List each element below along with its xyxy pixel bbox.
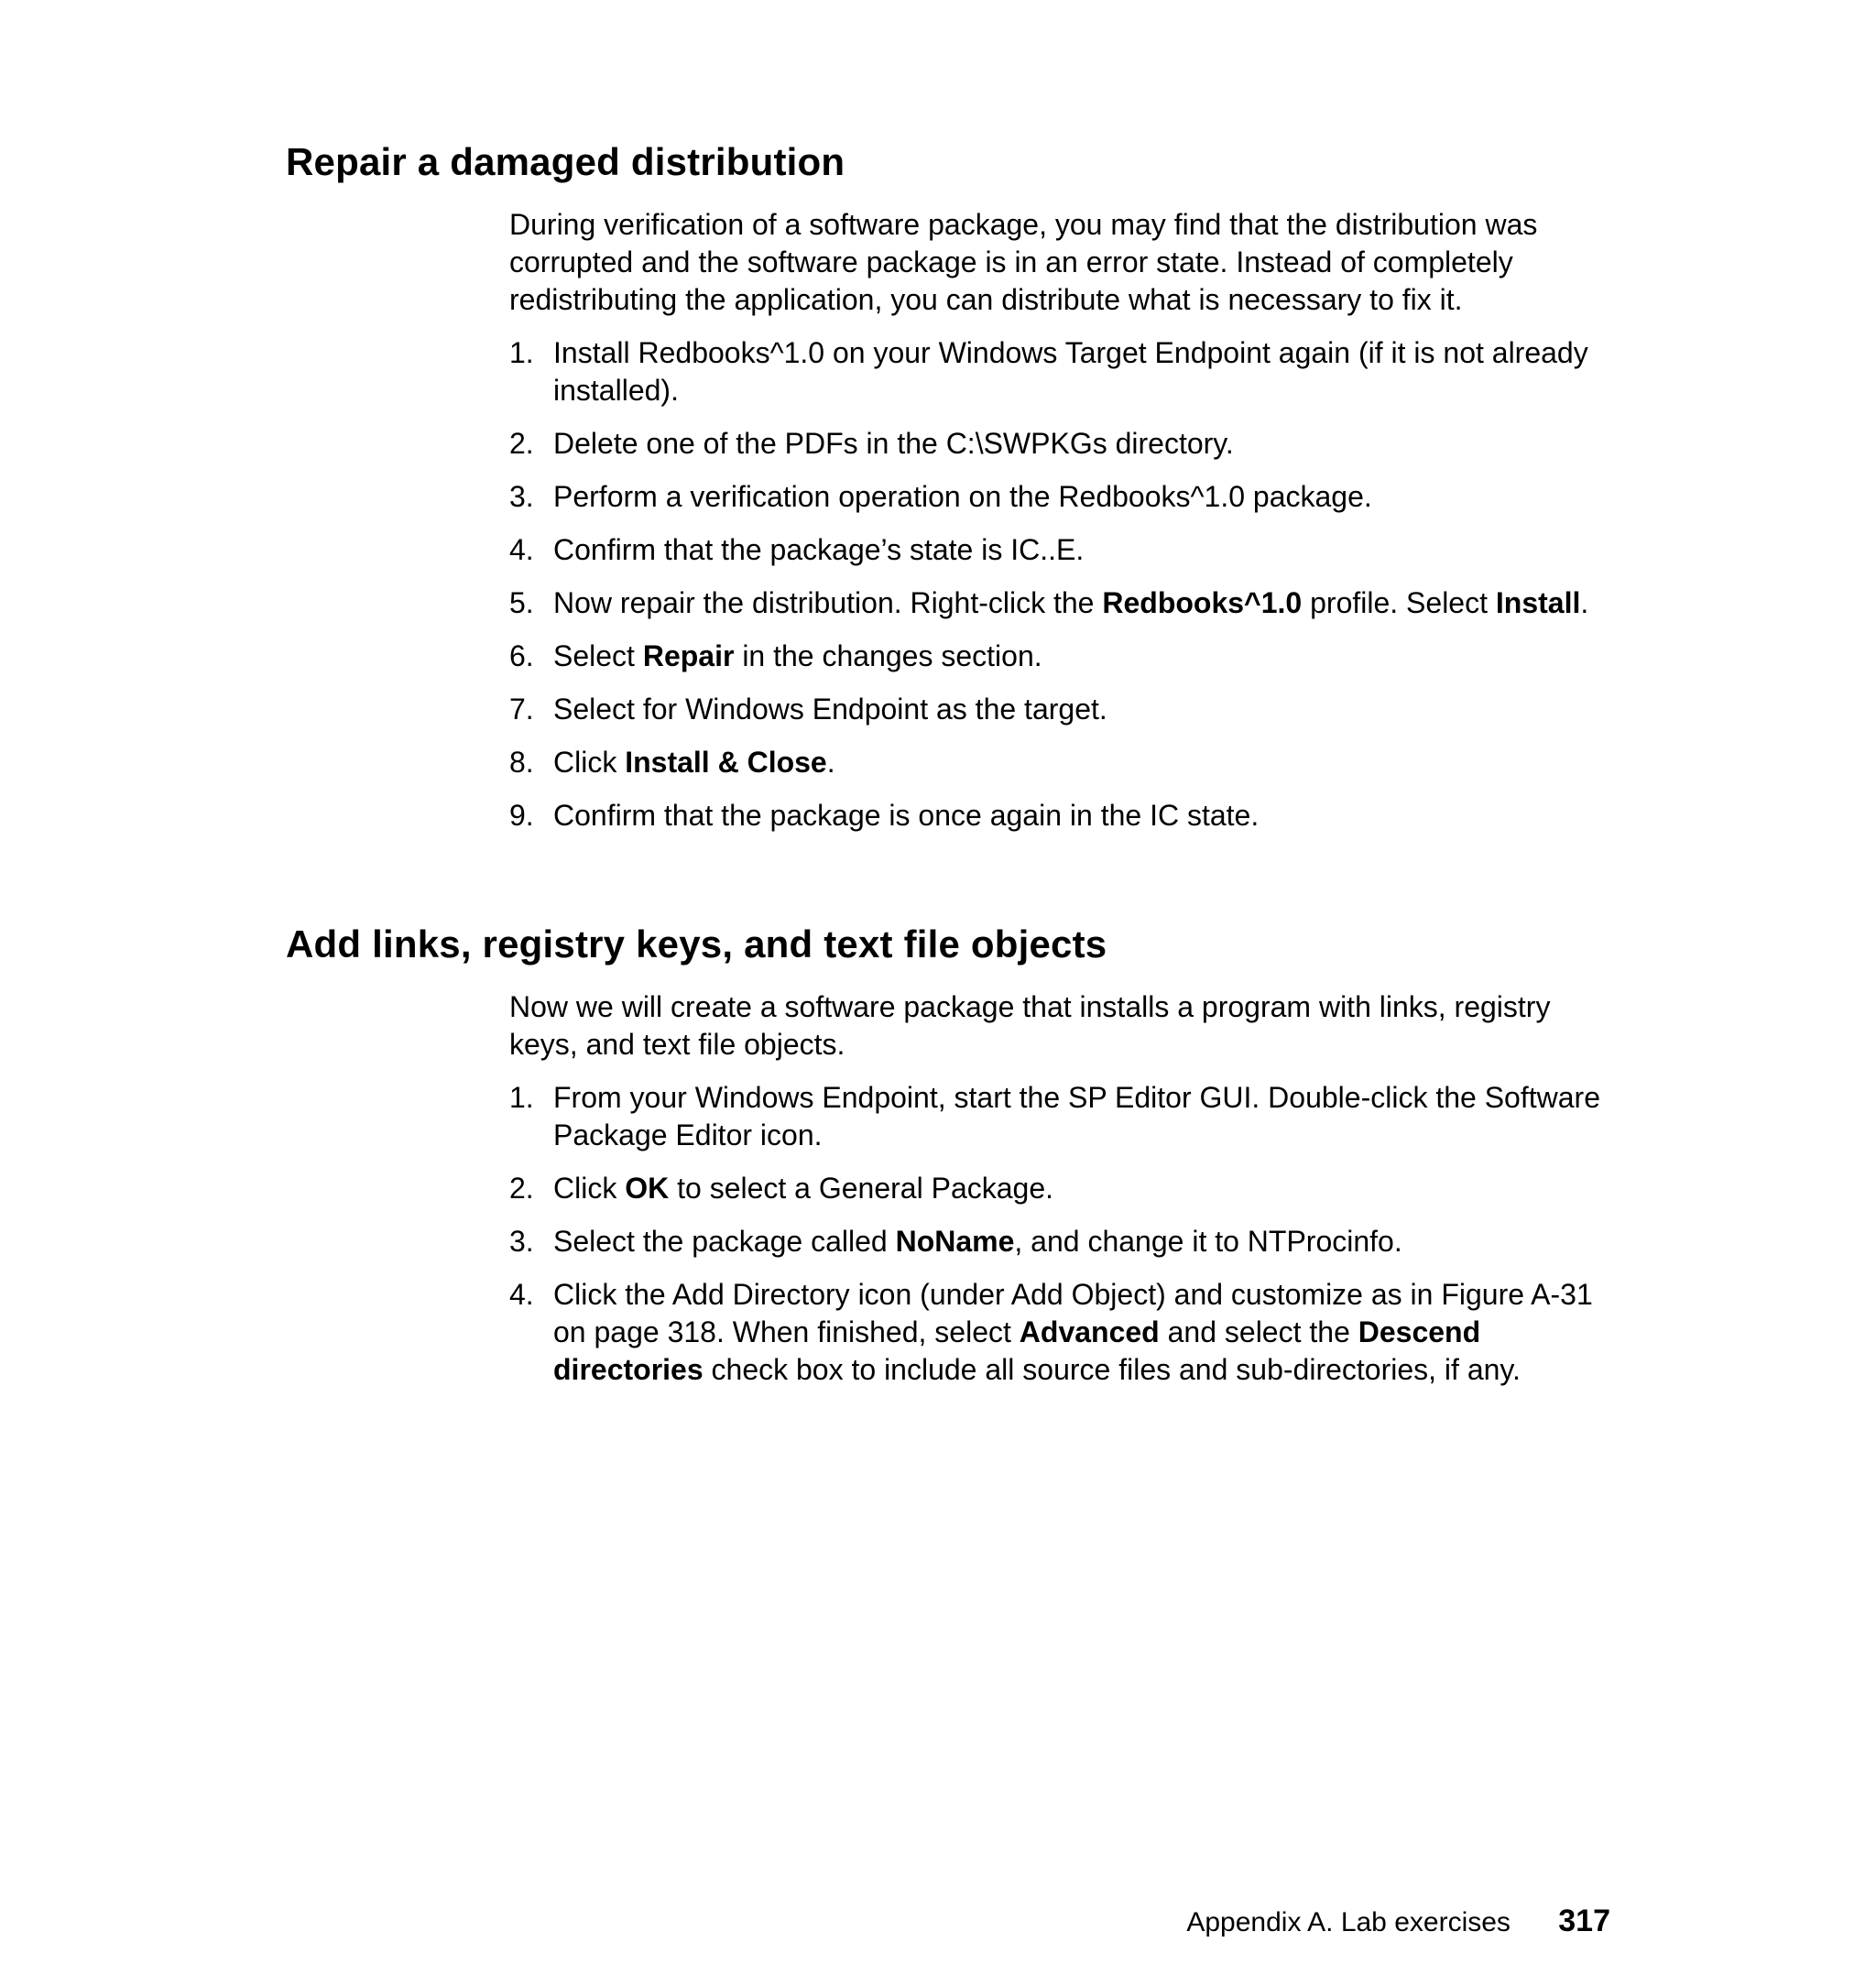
step-text (553, 533, 1084, 566)
section-repair-distribution (286, 137, 1614, 850)
emphasized-term: OK (625, 1171, 670, 1205)
step-text-run: to select a General Package. (669, 1171, 1054, 1205)
steps-list (509, 334, 1614, 835)
list-item (509, 797, 1614, 835)
list-item (509, 531, 1614, 569)
section-body (509, 988, 1614, 1389)
step-number: 4. (509, 1277, 534, 1311)
emphasized-term: Install (1495, 585, 1581, 619)
step-text-run: and select the (1159, 1315, 1358, 1348)
list-item (509, 425, 1614, 463)
emphasized-term: NoName (895, 1224, 1015, 1258)
step-number: 7. (509, 692, 534, 726)
list-item (509, 1276, 1614, 1389)
step-text (553, 586, 1588, 619)
step-number: 3. (509, 1224, 534, 1258)
step-text (553, 1225, 1402, 1258)
emphasized-term: Redbooks^1.0 (1102, 585, 1303, 619)
step-text-run: Install Redbooks^1.0 on your Windows Target Endpoint again (if it is not already installed). (553, 335, 1588, 407)
page-number: 317 (1558, 1904, 1610, 1938)
emphasized-term: Advanced (1019, 1315, 1160, 1348)
step-text-run: Confirm that the package’s state is IC..E. (553, 532, 1085, 566)
step-text-run: profile. Select (1302, 585, 1496, 619)
step-text-run: Click (553, 745, 626, 779)
step-number: 2. (509, 1171, 534, 1205)
list-item (509, 584, 1614, 622)
list-item (509, 638, 1614, 675)
list-item (509, 1170, 1614, 1207)
step-text-run: Click (553, 1171, 626, 1205)
step-text (553, 1081, 1600, 1151)
step-text (553, 799, 1259, 832)
step-number: 9. (509, 798, 534, 832)
step-text (553, 693, 1107, 726)
step-number: 4. (509, 532, 534, 566)
section-heading: Add links, registry keys, and text file objects (286, 922, 1107, 966)
list-item (509, 478, 1614, 516)
step-text-run: Delete one of the PDFs in the C:\SWPKGs directory. (553, 426, 1234, 460)
step-text-run: . (1580, 585, 1589, 619)
step-text-run: Confirm that the package is once again in the IC state. (553, 798, 1260, 832)
step-text (553, 746, 835, 779)
step-number: 1. (509, 335, 534, 369)
list-item (509, 1223, 1614, 1260)
footer-chapter-title: Appendix A. Lab exercises (1186, 1907, 1511, 1937)
step-text-run: From your Windows Endpoint, start the SP Editor GUI. Double-click the Software Package Editor icon. (553, 1080, 1600, 1151)
step-text (553, 639, 1042, 672)
step-text (553, 336, 1588, 407)
step-text-run: Select the package called (553, 1224, 896, 1258)
list-item (509, 1079, 1614, 1154)
step-number: 2. (509, 426, 534, 460)
step-text (553, 480, 1372, 513)
step-number: 3. (509, 479, 534, 513)
list-item (509, 691, 1614, 728)
step-text (553, 427, 1234, 460)
section-heading: Repair a damaged distribution (286, 140, 845, 183)
list-item (509, 334, 1614, 409)
step-text-run: Perform a verification operation on the Redbooks^1.0 package. (553, 479, 1372, 513)
section-add-links (286, 920, 1614, 1404)
step-text-run: in the changes section. (734, 638, 1042, 672)
section-body (509, 206, 1614, 835)
step-number: 8. (509, 745, 534, 779)
step-text-run: Now repair the distribution. Right-click the (553, 585, 1103, 619)
step-number: 1. (509, 1080, 534, 1114)
intro-paragraph: Now we will create a software package that installs a program with links, registry keys, and text file objects. (509, 989, 1551, 1061)
emphasized-term: Descend directories (553, 1315, 1481, 1386)
step-text-run: . (826, 745, 835, 779)
step-number: 5. (509, 585, 534, 619)
steps-list (509, 1079, 1614, 1389)
step-text-run: Select for Windows Endpoint as the target. (553, 692, 1107, 726)
step-text (553, 1278, 1593, 1386)
step-number: 6. (509, 638, 534, 672)
step-text-run: , and change it to NTProcinfo. (1014, 1224, 1402, 1258)
step-text-run: check box to include all source files and sub-directories, if any. (703, 1352, 1521, 1386)
step-text-run: Select (553, 638, 643, 672)
emphasized-term: Repair (642, 638, 735, 672)
page-footer (1186, 1904, 1610, 1939)
emphasized-term: Install & Close (625, 745, 827, 779)
list-item (509, 744, 1614, 781)
step-text-run: Click the Add Directory icon (under Add Object) and customize as in Figure A-31 on page 318. When finished, select (553, 1277, 1593, 1348)
step-text (553, 1172, 1053, 1205)
intro-paragraph: During verification of a software package, you may find that the distribution was corrupted and the software package is in an error state. Instead of completely redistributing the application, you can distribute what is necessary to fix it. (509, 207, 1538, 316)
